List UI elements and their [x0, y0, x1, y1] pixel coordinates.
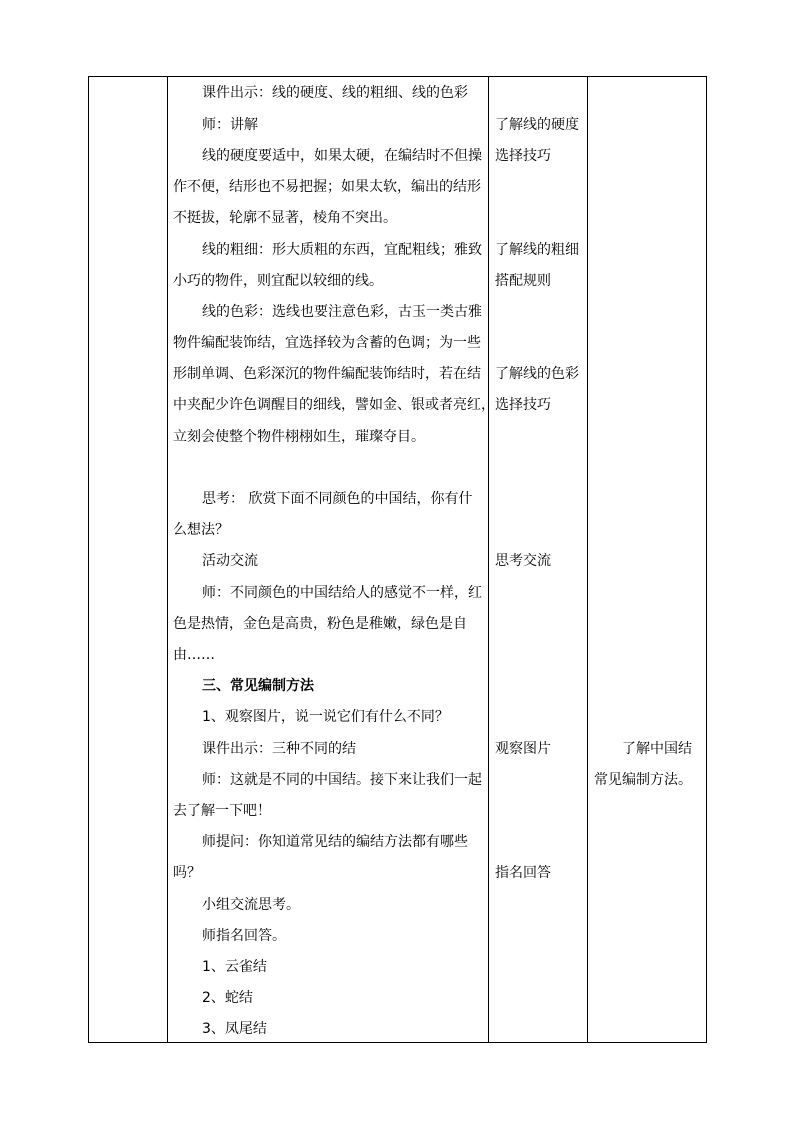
content-line: 立刻会使整个物件栩栩如生，璀璨夺目。	[173, 429, 425, 445]
content-line: 2、蛇结	[202, 990, 253, 1006]
content-line: 不挺拔，轮廓不显著，棱角不突出。	[173, 210, 397, 226]
student-line: 了解线的硬度	[495, 117, 579, 133]
content-line: 课件出示：线的硬度、线的粗细、线的色彩	[202, 85, 468, 101]
content-line: 小巧的物件，则宜配以较细的线。	[173, 273, 383, 289]
content-line: 课件出示：三种不同的结	[202, 741, 356, 757]
content-line: 形制单调、色彩深沉的物件编配装饰结时，若在结	[173, 366, 481, 382]
table-right-border	[706, 76, 707, 1043]
content-line: 么想法？	[173, 522, 229, 538]
intent-line: 常见编制方法。	[594, 772, 692, 788]
content-line: 线的硬度要适中，如果太硬，在编结时不但操	[202, 148, 482, 164]
content-line: 作不便，结形也不易把握；如果太软，编出的结形	[173, 179, 481, 195]
content-line: 线的粗细：形大质粗的东西，宜配粗线；雅致	[202, 242, 482, 258]
content-line: 吗？	[173, 865, 201, 881]
content-line: 小组交流思考。	[202, 897, 300, 913]
content-line: 去了解一下吧！	[173, 803, 271, 819]
content-line: 线的色彩：选线也要注意色彩，古玉一类古雅	[202, 304, 482, 320]
student-line: 选择技巧	[495, 148, 551, 164]
section-heading: 三、常见编制方法	[202, 678, 314, 694]
student-line: 指名回答	[495, 865, 551, 881]
content-line: 1、观察图片，说一说它们有什么不同？	[202, 709, 449, 725]
content-line: 物件编配装饰结，宜选择较为含蓄的色调；为一些	[173, 335, 481, 351]
content-line: 思考： 欣赏下面不同颜色的中国结，你有什	[202, 491, 473, 507]
table-top-border	[88, 76, 707, 77]
content-line: 师提问：你知道常见结的编结方法都有哪些	[202, 834, 468, 850]
content-line: 师：讲解	[202, 117, 258, 133]
content-line: 师：不同颜色的中国结给人的感觉不一样，红	[202, 585, 482, 601]
content-line: 中夹配少许色调醒目的细线，譬如金、银或者亮红，	[173, 397, 495, 413]
student-line: 了解线的色彩	[495, 366, 579, 382]
column-divider-3	[587, 76, 588, 1043]
content-line: 师：这就是不同的中国结。接下来让我们一起	[202, 772, 482, 788]
student-line: 选择技巧	[495, 397, 551, 413]
table-left-border	[88, 76, 89, 1043]
content-line: 3、凤尾结	[202, 1021, 267, 1037]
content-line: 1、云雀结	[202, 959, 267, 975]
content-line: 师指名回答。	[202, 928, 286, 944]
student-line: 搭配规则	[495, 273, 551, 289]
intent-line: 了解中国结	[622, 741, 692, 757]
content-line: 由……	[173, 647, 215, 663]
column-divider-2	[488, 76, 489, 1043]
student-line: 了解线的粗细	[495, 242, 579, 258]
student-line: 思考交流	[495, 553, 551, 569]
column-divider-1	[167, 76, 168, 1043]
content-line: 色是热情，金色是高贵，粉色是稚嫩，绿色是自	[173, 616, 467, 632]
content-line: 活动交流	[202, 553, 258, 569]
table-bottom-border	[88, 1042, 707, 1043]
student-line: 观察图片	[495, 741, 551, 757]
